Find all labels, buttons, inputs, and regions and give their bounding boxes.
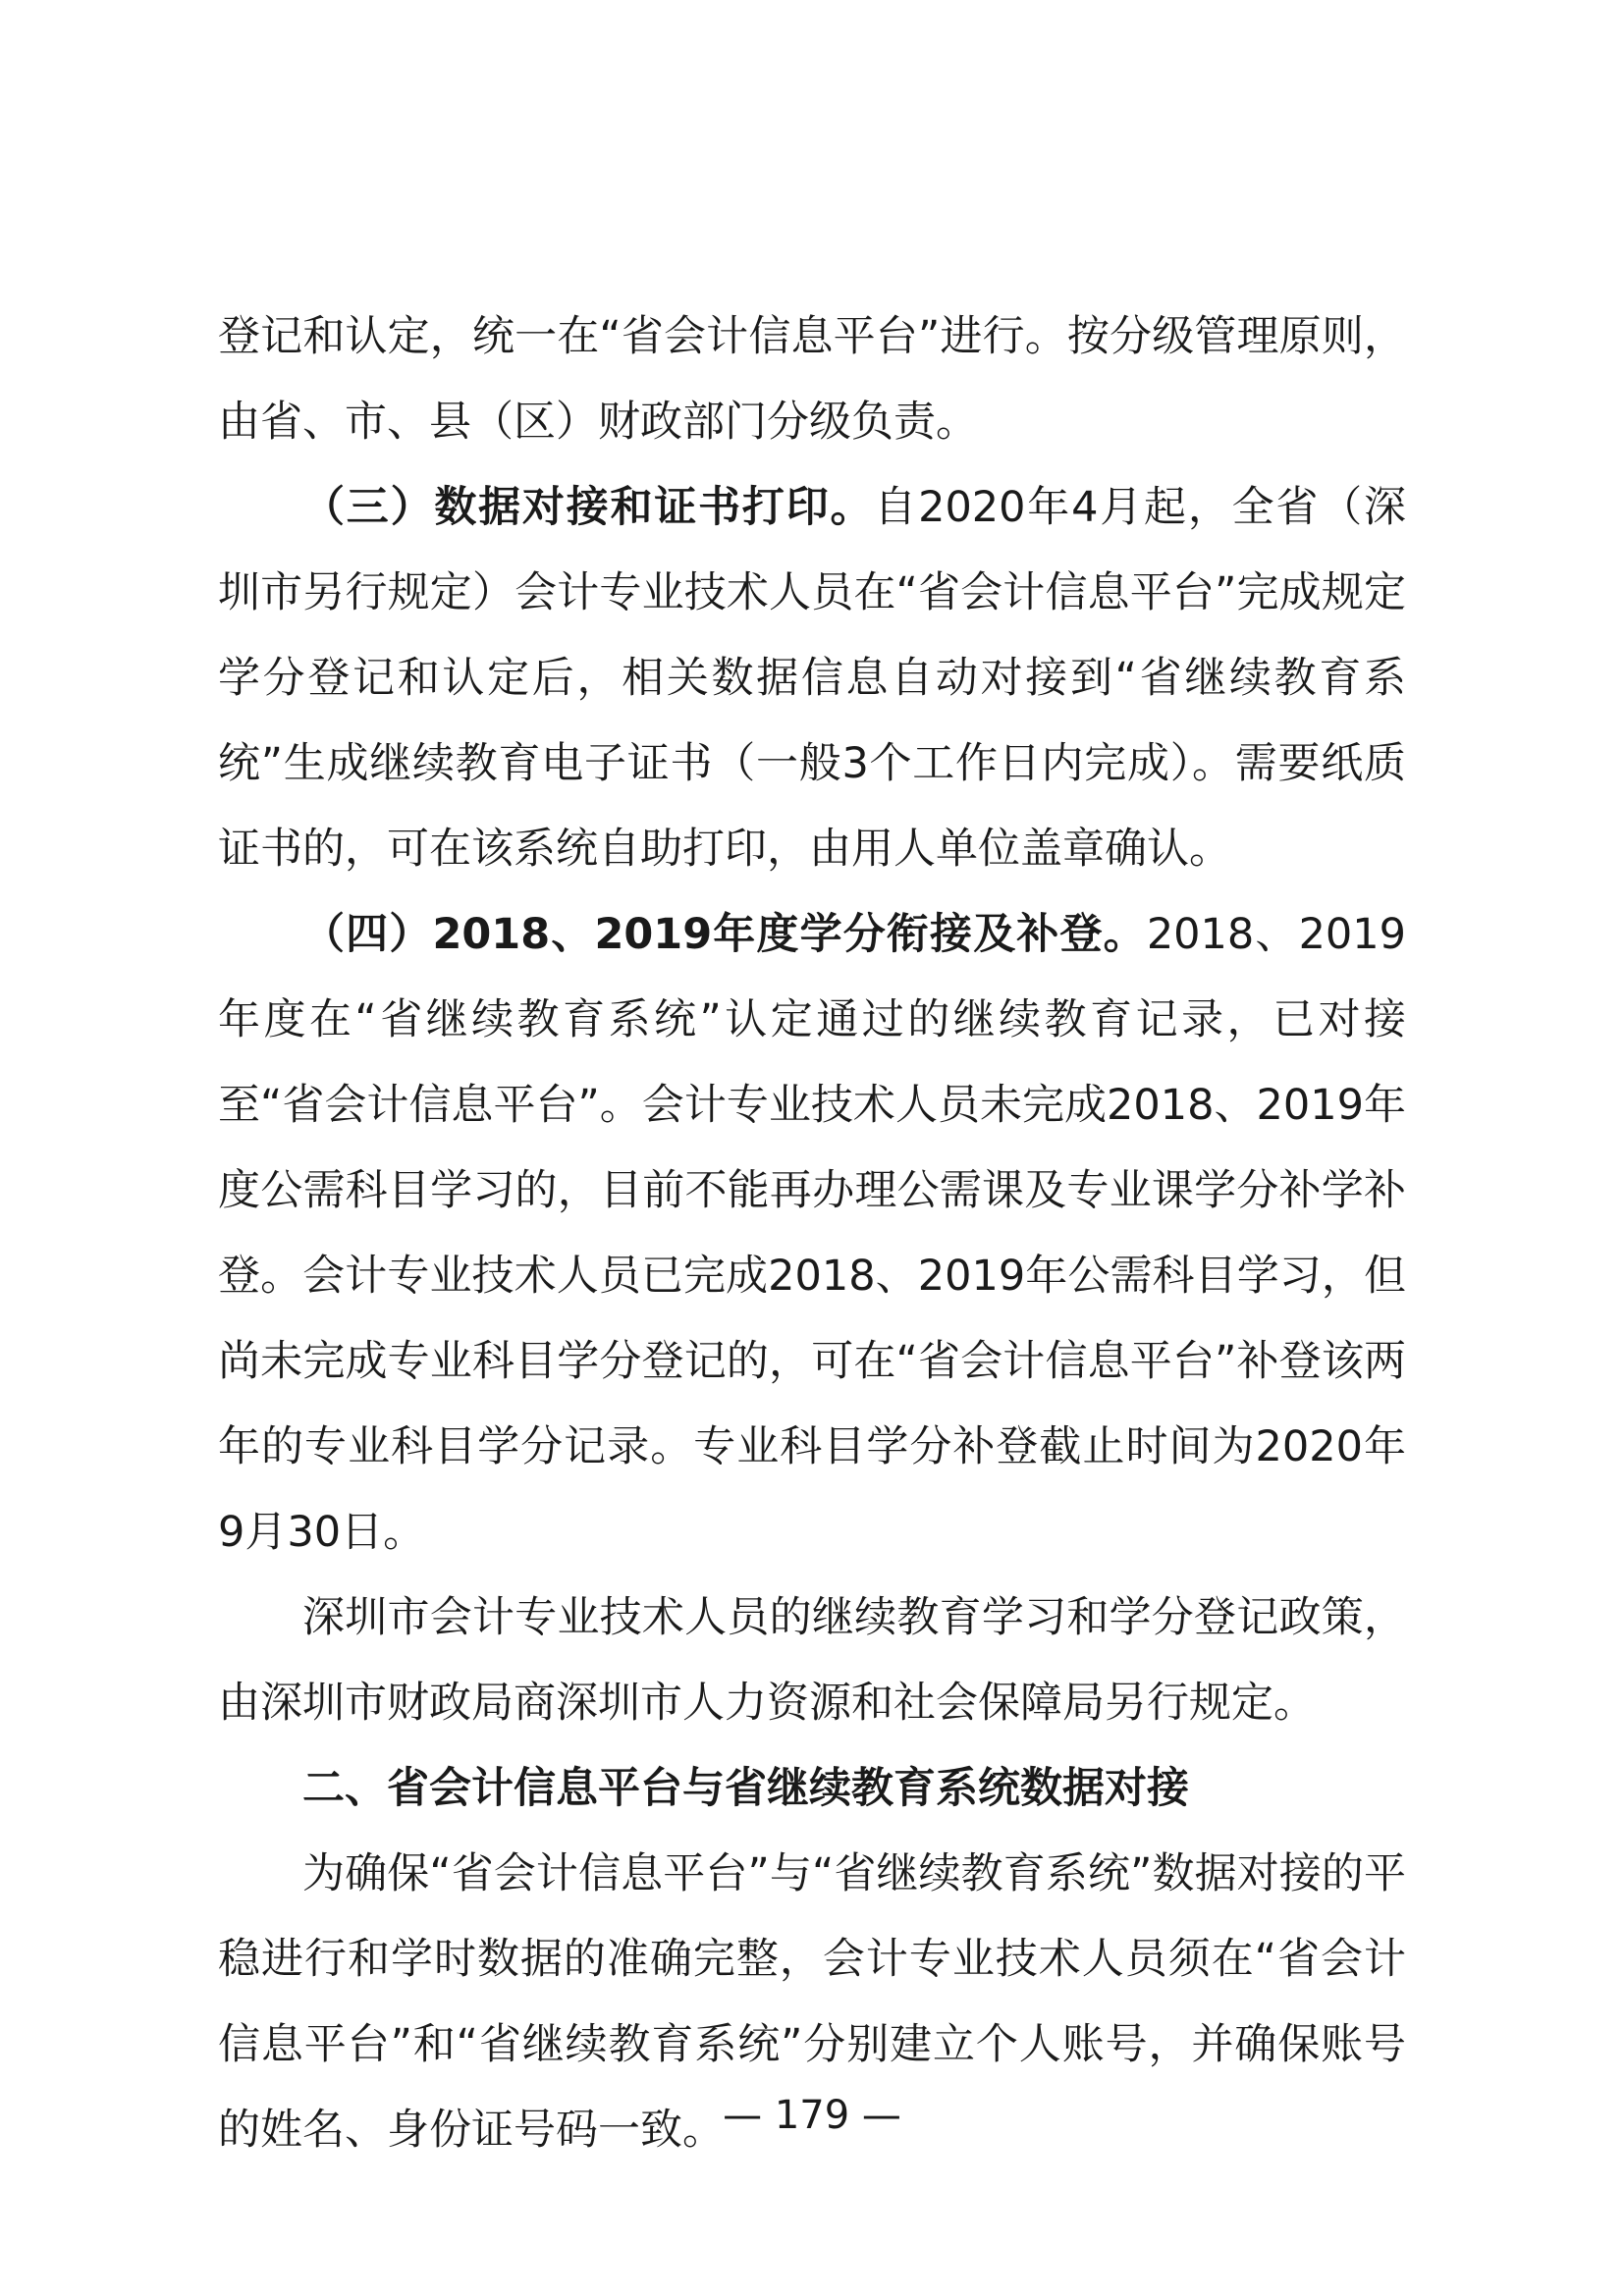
paragraph-account-setup: 为确保“省会计信息平台”与“省继续教育系统”数据对接的平稳进行和学时数据的准确完整，会计专业技术人员须在“省会计信息平台”和“省继续教育系统”分别建立个人账号，并确保账号的姓名、身份证号码一致。 bbox=[218, 1849, 1406, 2155]
paragraph-data-docking bbox=[218, 465, 1406, 892]
section-heading-3: （三）数据对接和证书打印。 bbox=[302, 483, 875, 532]
paragraph-shenzhen-policy: 深圳市会计专业技术人员的继续教育学习和学分登记政策，由深圳市财政局商深圳市人力资源和社会保障局另行规定。 bbox=[218, 1593, 1406, 1728]
section-heading-2: 二、省会计信息平台与省继续教育系统数据对接 bbox=[302, 1764, 1189, 1813]
paragraph-credit-transition bbox=[218, 892, 1406, 1575]
paragraph-text: 2018、2019年度在“省继续教育系统”认定通过的继续教育记录，已对接至“省会计信息平台”。会计专业技术人员未完成2018、2019年度公需科目学习的，目前不能再办理公需课及专业课学分补学补登。会计专业技术人员已完成2018、2019年公需科目学习，但尚未完成专业科目学分登记的，可在“省会计信息平台”补登该两年的专业科目学分记录。专业科目学分补登截止时间为2020年9月30日。 bbox=[218, 910, 1406, 1557]
document-body bbox=[218, 294, 1406, 2173]
paragraph-text: 自2020年4月起，全省（深圳市另行规定）会计专业技术人员在“省会计信息平台”完成规定学分登记和认定后，相关数据信息自动对接到“省继续教育系统”生成继续教育电子证书（一般3个工作日内完成）。需要纸质证书的，可在该系统自助打印，由用人单位盖章确认。 bbox=[218, 483, 1407, 874]
page-number: — 179 — bbox=[723, 2093, 901, 2138]
paragraph-continuation: 登记和认定，统一在“省会计信息平台”进行。按分级管理原则，由省、市、县（区）财政部门分级负责。 bbox=[218, 312, 1406, 447]
section-heading-4: （四）2018、2019年度学分衔接及补登。 bbox=[302, 910, 1147, 959]
